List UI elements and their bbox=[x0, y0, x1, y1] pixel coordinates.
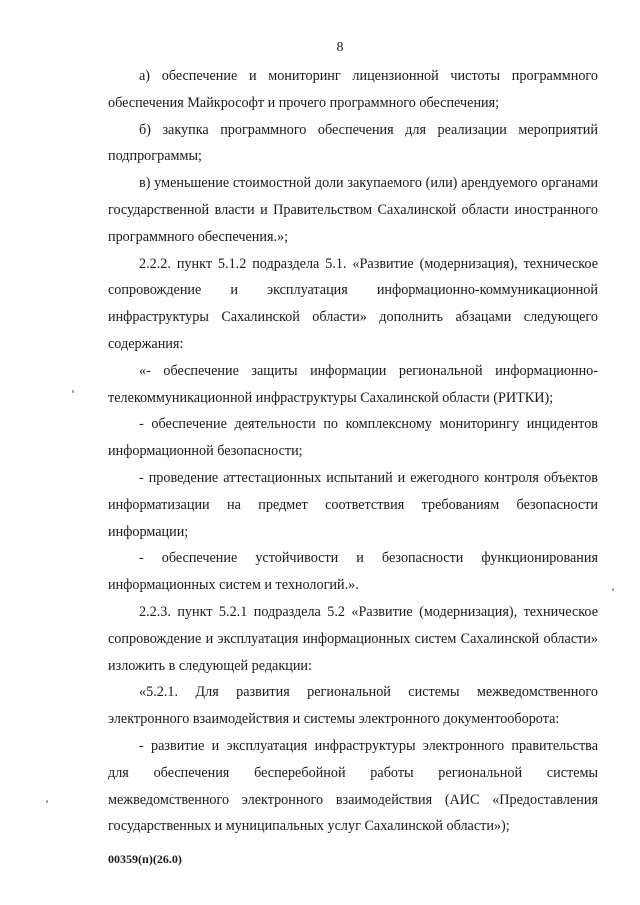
paragraph-item-b: б) закупка программного обеспечения для реализации мероприятий подпрограммы; bbox=[108, 121, 598, 165]
paragraph-clause-2-2-2: 2.2.2. пункт 5.1.2 подраздела 5.1. «Развитие (модернизация), техническое сопровождение и эксплуатация информационно-коммуникационной инфраструктуры Сахалинской области» дополнить абзацами следующего содержания: bbox=[108, 255, 598, 352]
paragraph-e-government: - развитие и эксплуатация инфраструктуры электронного правительства для обеспечения бесперебойной работы региональной системы межведомственного электронного взаимодействия (АИС «Предоставления государственных и муниципальных услуг Сахалинской области»); bbox=[108, 737, 598, 835]
scan-speck bbox=[612, 588, 614, 591]
paragraph-incident-monitoring: - обеспечение деятельности по комплексному мониторингу инцидентов информационной безопасности; bbox=[108, 416, 598, 460]
paragraph-systems-stability: - обеспечение устойчивости и безопасности функционирования информационных систем и технологий.». bbox=[108, 550, 598, 594]
paragraph-item-a: а) обеспечение и мониторинг лицензионной чистоты программного обеспечения Майкрософт и прочего программного обеспечения; bbox=[108, 68, 598, 111]
document-body bbox=[108, 63, 598, 840]
paragraph-clause-5-2-1: «5.2.1. Для развития региональной системы межведомственного электронного взаимодействия и системы электронного документооборота: bbox=[108, 684, 598, 728]
document-footer-code: 00359(п)(26.0) bbox=[108, 852, 182, 866]
paragraph-certification-tests: - проведение аттестационных испытаний и ежегодного контроля объектов информатизации на предмет соответствия требованиям безопасности информации; bbox=[108, 469, 598, 540]
page-number: 8 bbox=[336, 40, 344, 55]
paragraph-clause-2-2-3: 2.2.3. пункт 5.2.1 подраздела 5.2 «Развитие (модернизация), техническое сопровождение и эксплуатация информационных систем Сахалинской области» изложить в следующей редакции: bbox=[108, 603, 598, 674]
paragraph-item-v: в) уменьшение стоимостной доли закупаемого (или) арендуемого органами государственной власти и Правительством Сахалинской области иностранного программного обеспечения.»; bbox=[108, 175, 598, 245]
scan-speck bbox=[72, 390, 74, 393]
scan-speck bbox=[46, 800, 48, 803]
paragraph-ritki-protection: «- обеспечение защиты информации региональной информационно-телекоммуникационной инфраструктуры Сахалинской области (РИТКИ); bbox=[108, 362, 598, 406]
